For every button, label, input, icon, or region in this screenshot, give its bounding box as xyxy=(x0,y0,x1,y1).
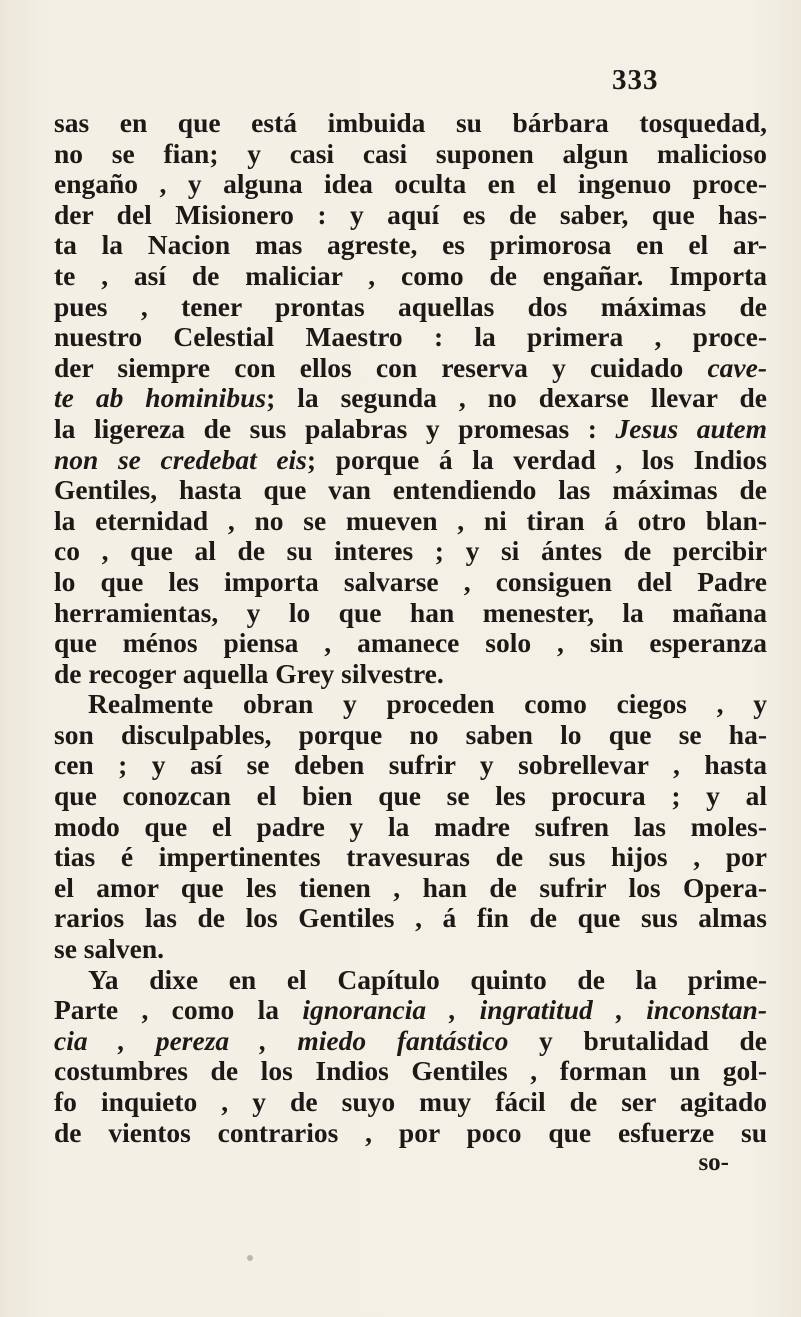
text-segment: el amor que les tienen , han de sufrir los Opera- xyxy=(54,871,767,903)
text-line xyxy=(54,475,767,506)
text-line xyxy=(54,720,767,751)
text-segment: te , así de maliciar , como de engañar. Importa xyxy=(54,259,767,291)
text-segment: tias é impertinentes travesuras de sus hijos , por xyxy=(54,841,767,873)
text-segment: der del Misionero : y aquí es de saber, que has- xyxy=(54,198,767,230)
text-line xyxy=(54,506,767,537)
text-line xyxy=(54,567,767,598)
text-segment: son disculpables, porque no saben lo que se ha- xyxy=(54,718,767,750)
text-line xyxy=(54,536,767,567)
text-segment: se salven. xyxy=(54,933,164,965)
text-segment: Ya dixe en el Capítulo quinto de la prime- xyxy=(88,963,767,995)
text-segment: y brutalidad de xyxy=(508,1024,767,1056)
text-line xyxy=(54,842,767,873)
text-line xyxy=(54,903,767,934)
text-line xyxy=(54,353,767,384)
text-segment: der siempre con ellos con reserva y cuidado xyxy=(54,351,708,383)
text-line xyxy=(54,812,767,843)
text-line xyxy=(54,292,767,323)
text-segment: de vientos contrarios , por poco que esfuerze su xyxy=(54,1116,767,1148)
text-segment: Realmente obran y proceden como ciegos , y xyxy=(88,688,767,720)
catchword: so- xyxy=(698,1149,729,1177)
text-line xyxy=(54,139,767,170)
text-line xyxy=(54,261,767,292)
text-segment: la ligereza de sus palabras y promesas : xyxy=(54,412,616,444)
text-line xyxy=(54,414,767,445)
italic-phrase: cia , pereza , miedo fantástico xyxy=(54,1024,509,1056)
text-segment: ; la segunda , no dexarse llevar de xyxy=(266,382,767,414)
text-line xyxy=(54,230,767,261)
text-segment: modo que el padre y la madre sufren las moles- xyxy=(54,810,767,842)
text-segment: costumbres de los Indios Gentiles , forman un gol- xyxy=(54,1055,767,1087)
text-line xyxy=(54,169,767,200)
italic-phrase: ignorancia , ingratitud , inconstan- xyxy=(302,994,768,1026)
text-segment: herramientas, y lo que han menester, la mañana xyxy=(54,596,767,628)
text-line xyxy=(54,108,767,139)
text-line xyxy=(54,781,767,812)
text-segment: Gentiles, hasta que van entendiendo las máximas de xyxy=(54,474,767,506)
text-segment: engaño , y alguna idea oculta en el ingenuo proce- xyxy=(54,168,767,200)
italic-phrase: cave- xyxy=(707,351,767,383)
text-segment: rarios las de los Gentiles , á fin de que sus almas xyxy=(54,902,767,934)
text-line xyxy=(54,689,767,720)
italic-phrase: non se credebat eis xyxy=(54,443,307,475)
text-line xyxy=(54,200,767,231)
text-segment: lo que les importa salvarse , consiguen del Padre xyxy=(54,565,767,597)
text-line xyxy=(54,383,767,414)
page-number: 333 xyxy=(612,64,659,96)
ink-speck xyxy=(247,1255,253,1261)
text-line xyxy=(54,598,767,629)
text-line xyxy=(54,1087,767,1118)
text-segment: la eternidad , no se mueven , ni tiran á otro blan- xyxy=(54,504,767,536)
text-segment: sas en que está imbuida su bárbara tosquedad, xyxy=(54,107,767,138)
text-segment: que ménos piensa , amanece solo , sin esperanza xyxy=(54,627,767,659)
text-line xyxy=(54,934,767,965)
text-line xyxy=(54,1118,767,1149)
text-line xyxy=(54,1026,767,1057)
text-segment: cen ; y así se deben sufrir y sobrellevar , hasta xyxy=(54,749,767,781)
text-segment: co , que al de su interes ; y si ántes de percibir xyxy=(54,535,767,567)
text-line xyxy=(54,322,767,353)
text-line xyxy=(54,995,767,1026)
text-segment: ; porque á la verdad , los Indios xyxy=(306,443,767,475)
text-line xyxy=(54,965,767,996)
text-segment: no se fian; y casi casi suponen algun malicioso xyxy=(54,137,767,169)
text-segment: de recoger aquella Grey silvestre. xyxy=(54,657,444,689)
text-segment: ta la Nacion mas agreste, es primorosa en el ar- xyxy=(54,229,767,261)
body-text xyxy=(54,108,767,1179)
text-segment: nuestro Celestial Maestro : la primera , proce- xyxy=(54,321,767,353)
text-line xyxy=(54,445,767,476)
italic-phrase: te ab hominibus xyxy=(54,382,267,414)
text-line xyxy=(54,1056,767,1087)
text-line xyxy=(54,750,767,781)
text-segment: pues , tener prontas aquellas dos máximas de xyxy=(54,290,767,322)
text-line xyxy=(54,873,767,904)
text-line xyxy=(54,659,767,690)
italic-phrase: Jesus autem xyxy=(615,412,767,444)
text-segment: que conozcan el bien que se les procura ; y al xyxy=(54,780,767,812)
text-line xyxy=(54,628,767,659)
text-segment: fo inquieto , y de suyo muy fácil de ser agitado xyxy=(54,1086,767,1117)
text-segment: Parte , como la xyxy=(54,994,303,1026)
